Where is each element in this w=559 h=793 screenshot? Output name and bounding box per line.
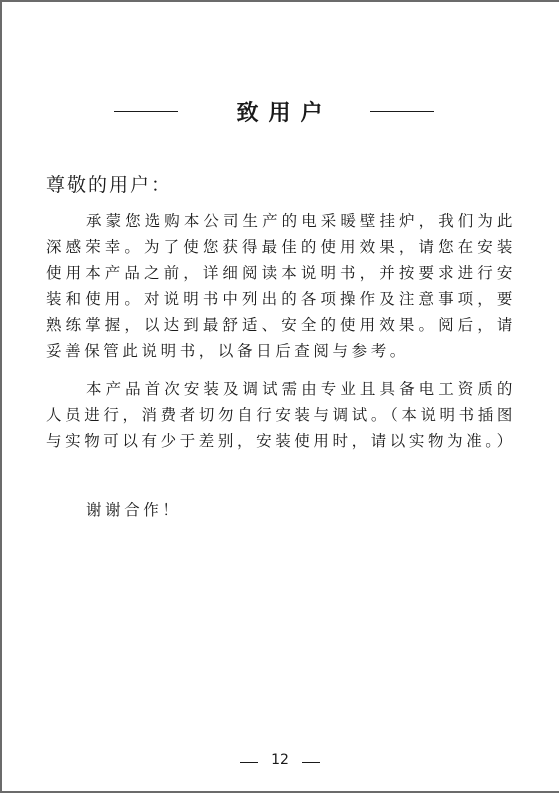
paragraph-installation: 本产品首次安装及调试需由专业且具备电工资质的人员进行，消费者切勿自行安装与调试。（本说明书插图与实物可以有少于差别，安装使用时，请以实物为准。）: [46, 380, 516, 450]
page-border-top: [0, 0, 559, 2]
footer-dash-right: [302, 762, 320, 763]
title-rule-right: [370, 111, 434, 112]
paragraph-intro: 承蒙您选购本公司生产的电采暖壁挂炉，我们为此深感荣幸。为了使您获得最佳的使用效果，请您在安装使用本产品之前，详细阅读本说明书，并按要求进行安装和使用。对说明书中列出的各项操作及注意事项，要熟练掌握，以达到最舒适、安全的使用效果。阅后，请妥善保管此说明书，以备日后查阅与参考。: [46, 212, 516, 360]
greeting: 尊敬的用户：: [46, 174, 173, 196]
page-title: 致用户: [236, 101, 333, 126]
title-row: [0, 96, 559, 128]
thanks-note: 谢谢合作！: [86, 501, 182, 519]
page-number: 12: [271, 752, 289, 768]
page-footer: [0, 752, 559, 772]
footer-dash-left: [240, 762, 258, 763]
